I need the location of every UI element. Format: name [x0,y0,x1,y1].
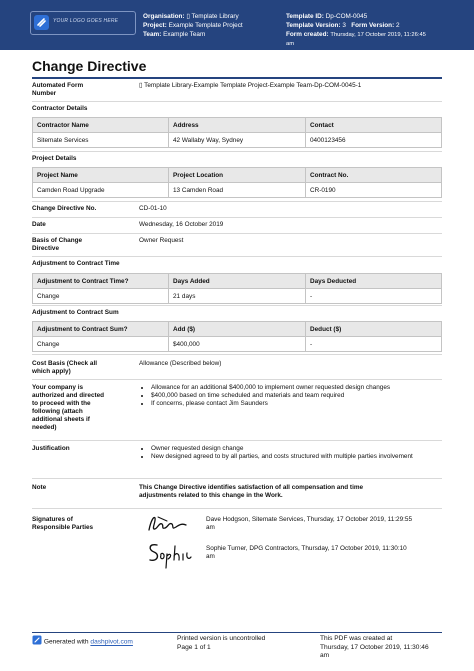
table-header-cell: Project Location [169,168,306,183]
basis-value: Owner Request [139,237,184,244]
table-header-row [33,168,442,183]
table-header-cell: Project Name [33,168,169,183]
table-cell: CR-0190 [306,183,442,198]
table-header-cell: Address [169,118,306,133]
basis-label: Basis of Change Directive [32,237,83,252]
divider [32,508,442,509]
divider [32,151,442,152]
date-value: Wednesday, 16 October 2019 [139,221,224,228]
list-item: • Owner requested design change [151,445,456,453]
divider [32,478,442,479]
justification-list [139,445,456,461]
table-cell: Change [33,337,169,352]
table-row [33,289,442,304]
cost-basis-label: Cost Basis (Check all which apply) [32,360,97,375]
adjustment-time-heading: Adjustment to Contract Time [32,260,120,267]
table-header-row [33,322,442,337]
signature-2-details: Sophie Turner, DPG Contractors, Thursday, 17 October 2019, 11:30:10 am [206,545,407,560]
dashpivot-icon [32,635,42,649]
logo-badge-icon [34,15,49,30]
authorized-list [139,384,456,408]
organisation-line: Organisation: ▯ Template Library [143,13,239,20]
table-cell: Sitemate Services [33,133,169,148]
contractor-details-heading: Contractor Details [32,105,88,112]
automated-form-number-value: ▯ Template Library-Example Template Project-Example Team-Dp-COM-0045-1 [139,82,362,89]
version-line: Template Version: 3 Form Version: 2 [286,22,400,29]
table-header-cell: Contact [306,118,442,133]
page-title: Change Directive [32,58,147,74]
table-row [33,133,442,148]
footer-created: This PDF was created at Thursday, 17 October 2019, 11:30:46 am [320,635,429,659]
divider [32,201,442,202]
change-directive-no-label: Change Directive No. [32,205,97,212]
cost-basis-value: Allowance (Described below) [139,360,222,367]
table-cell: 13 Camden Road [169,183,306,198]
table-cell: Change [33,289,169,304]
list-item: • New designed agreed to by all parties, and costs structured with multiple parties involvement [151,453,456,461]
table-header-cell: Days Added [169,274,306,289]
table-cell: Camden Road Upgrade [33,183,169,198]
note-label: Note [32,484,47,491]
table-header-row [33,274,442,289]
project-details-table [32,167,442,198]
table-row [33,337,442,352]
project-line: Project: Example Template Project [143,22,243,29]
adjustment-sum-heading: Adjustment to Contract Sum [32,309,119,316]
dashpivot-link[interactable]: dashpivot.com [90,638,133,646]
team-line: Team: Example Team [143,31,206,38]
logo-text: YOUR LOGO GOES HERE [53,18,119,24]
change-directive-no-value: CD-01-10 [139,205,167,212]
list-item: • $400,000 based on time scheduled and materials and team required [151,392,456,400]
automated-form-number-label: Automated Form Number [32,82,84,97]
page-header [0,0,474,50]
divider [32,256,442,257]
table-row [33,183,442,198]
signature-1-image [145,512,195,541]
template-id-line: Template ID: Dp-COM-0045 [286,13,368,20]
table-header-row [33,118,442,133]
divider [32,101,442,102]
contractor-details-table [32,117,442,148]
divider [32,354,442,355]
table-cell: - [306,337,442,352]
divider [32,440,442,441]
signature-1-details: Dave Hodgson, Sitemate Services, Thursday, 17 October 2019, 11:29:55 am [206,516,413,531]
note-text: This Change Directive identifies satisfaction of all compensation and time adjustments related to this change in the Work. [139,484,364,499]
footer-printed: Printed version is uncontrolled Page 1 of 1 [177,635,266,651]
table-header-cell: Contractor Name [33,118,169,133]
footer-generated: Generated with dashpivot.com [32,635,133,649]
adjustment-sum-table [32,321,442,352]
table-header-cell: Days Deducted [306,274,442,289]
table-header-cell: Adjustment to Contract Time? [33,274,169,289]
company-logo [30,11,136,35]
table-cell: 21 days [169,289,306,304]
table-cell: 0400123456 [306,133,442,148]
list-item: • If concerns, please contact Jim Saunders [151,400,456,408]
title-divider [32,77,442,79]
divider [32,379,442,380]
list-item: • Allowance for an additional $400,000 to implement owner requested design changes [151,384,456,392]
signatures-label: Signatures of Responsible Parties [32,516,94,531]
authorized-label: Your company is authorized and directed to proceed with the following (attach additional sheets if needed) [32,384,105,431]
project-details-heading: Project Details [32,155,77,162]
table-cell: - [306,289,442,304]
divider [32,217,442,218]
divider [32,233,442,234]
table-cell: $400,000 [169,337,306,352]
table-header-cell: Contract No. [306,168,442,183]
table-header-cell: Deduct ($) [306,322,442,337]
table-header-cell: Add ($) [169,322,306,337]
justification-label: Justification [32,445,70,452]
form-created-line-2: am [286,41,295,47]
divider [32,305,442,306]
date-label: Date [32,221,46,228]
table-header-cell: Adjustment to Contract Sum? [33,322,169,337]
signature-2-image [145,540,195,575]
table-cell: 42 Wallaby Way, Sydney [169,133,306,148]
adjustment-time-table [32,273,442,304]
footer-divider [32,632,442,633]
form-created-line: Form created: Thursday, 17 October 2019, 11:26:45 [286,31,426,38]
